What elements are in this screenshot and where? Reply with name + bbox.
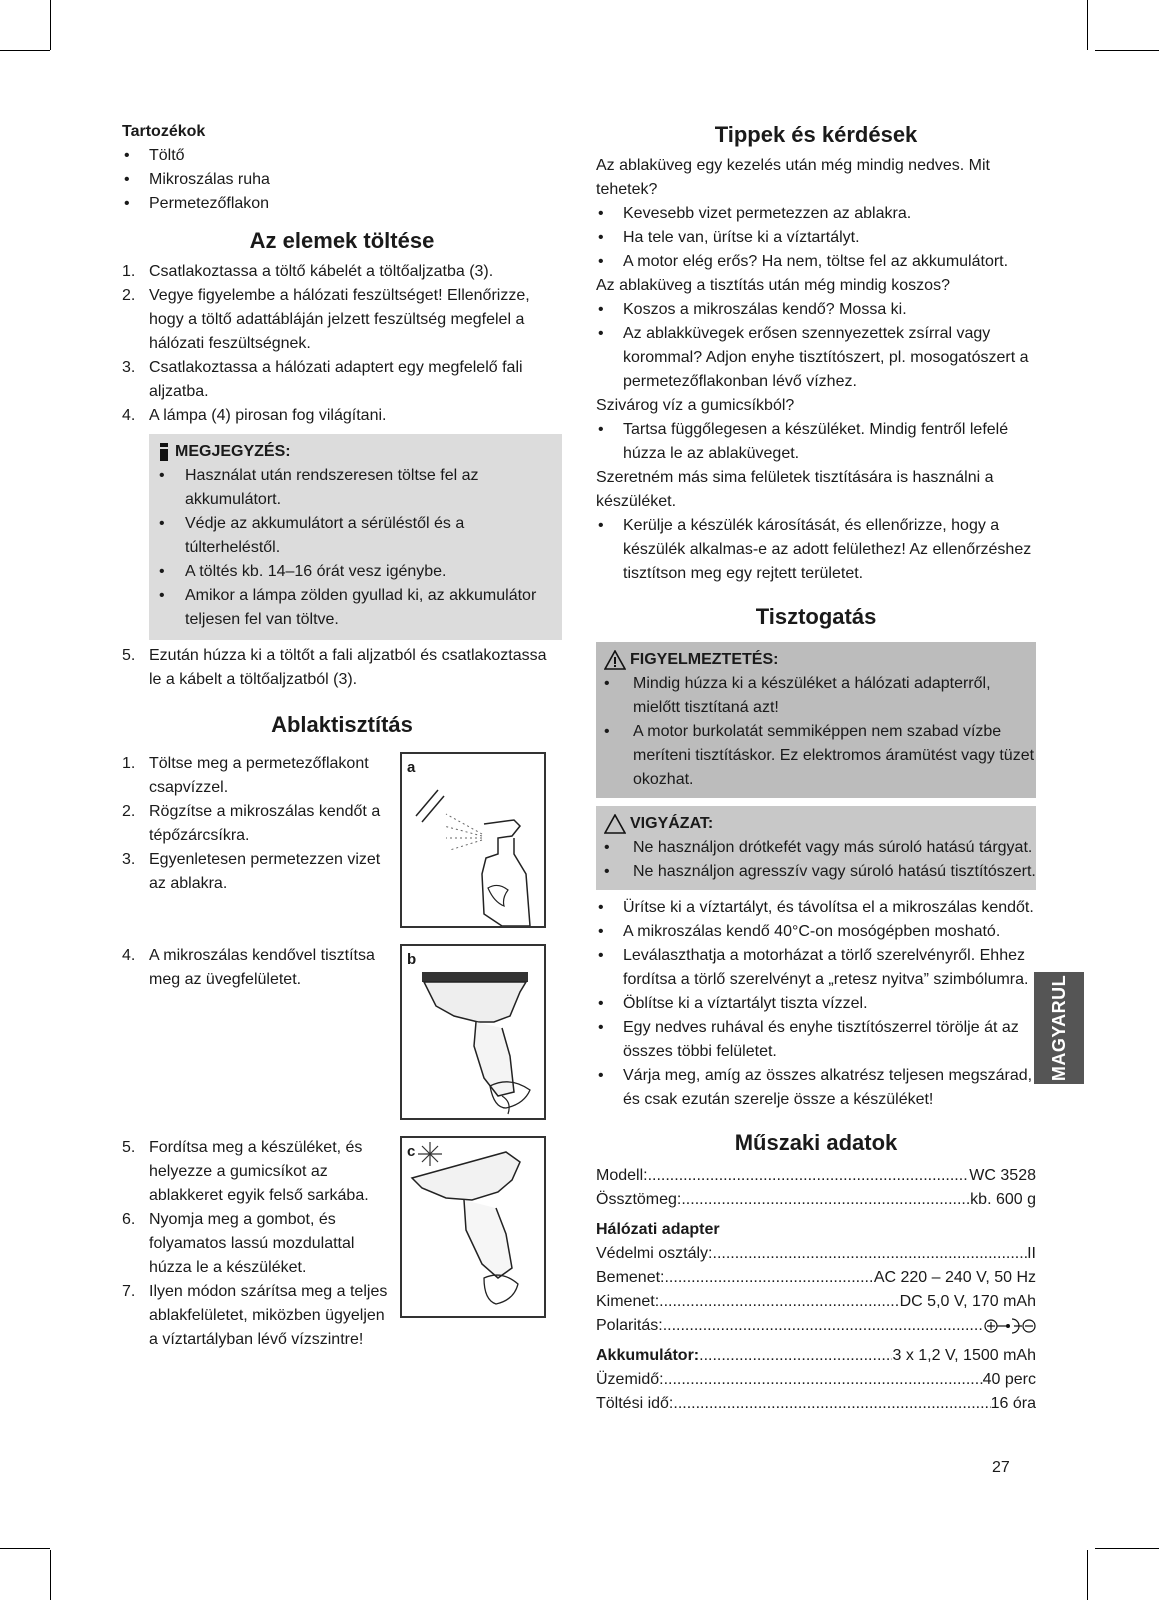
list-item	[122, 944, 390, 992]
crop-mark	[1095, 1548, 1159, 1549]
list-item: • Koszos a mikroszálas kendő? Mossa ki.	[596, 298, 1036, 322]
warning-box	[596, 642, 1036, 798]
list-item	[122, 752, 390, 800]
language-tab	[1034, 972, 1084, 1084]
tips-list	[596, 418, 1036, 466]
spec-label: Bemenet:	[596, 1269, 665, 1286]
warning-triangle-icon	[604, 650, 626, 670]
squeegee-corner-icon	[402, 1138, 544, 1316]
list-item: • Tartsa függőlegesen a készüléket. Mindig fentről lefelé húzza le az ablaküveget.	[596, 418, 1036, 466]
step-number: 4.	[122, 947, 136, 964]
crop-mark	[50, 1550, 51, 1600]
list-item: • Mikroszálas ruha	[122, 168, 562, 192]
spec-value: 16 óra	[990, 1395, 1036, 1412]
window-cleaning-heading: Ablaktisztítás	[271, 712, 413, 737]
step-text: Csatlakoztassa a hálózati adaptert egy megfelelő fali aljzatba.	[149, 359, 523, 400]
list-item: • Mindig húzza ki a készüléket a hálózati adapterről, mielőtt tisztítaná azt!	[596, 672, 1036, 720]
tips-heading: Tippek és kérdések	[714, 122, 918, 147]
caution-box	[596, 806, 1036, 890]
step-text: A lámpa (4) pirosan fog világítani.	[149, 407, 387, 424]
list-item: • Az ablakküvegek erősen szennyezettek zsírral vagy korommal? Adjon enyhe tisztítószert, pl. mosogatószert a permetezőflakonban lévő vízhez.	[596, 322, 1036, 394]
list-item	[122, 644, 562, 692]
step-number: 1.	[122, 263, 136, 280]
charging-heading: Az elemek töltése	[249, 228, 435, 253]
list-item: • Permetezőflakon	[122, 192, 562, 216]
figure-c	[400, 1136, 546, 1318]
left-column	[122, 120, 562, 1352]
spec-row-battery	[596, 1344, 1036, 1368]
step-number: 3.	[122, 359, 136, 376]
warning-title: FIGYELMEZTETÉS:	[630, 651, 779, 668]
crop-mark	[1095, 50, 1159, 51]
warning-header	[596, 648, 1036, 672]
crop-mark	[1087, 0, 1088, 50]
note-box	[149, 434, 562, 640]
list-item: • Ne használjon agresszív vagy súroló hatású tisztítószert.	[596, 860, 1036, 884]
steps-b	[122, 944, 390, 1136]
spec-value: DC 5,0 V, 170 mAh	[899, 1293, 1036, 1310]
spec-label: Modell:	[596, 1167, 648, 1184]
note-header	[157, 440, 554, 464]
step-text: Nyomja meg a gombot, és folyamatos lassú mozdulattal húzza le a készüléket.	[149, 1211, 355, 1276]
step-number: 4.	[122, 407, 136, 424]
spec-row-input	[596, 1266, 1036, 1290]
list-item	[122, 284, 562, 356]
list-item	[122, 1208, 390, 1280]
list-item: • A mikroszálas kendő 40°C-on mosógépben mosható.	[596, 920, 1036, 944]
step-number: 7.	[122, 1283, 136, 1300]
accessories-list	[122, 144, 562, 216]
list-item: • Használat után rendszeresen töltse fel az akkumulátort.	[157, 464, 554, 512]
spec-row-protection	[596, 1242, 1036, 1266]
list-item	[122, 1280, 390, 1352]
step-text: Fordítsa meg a készüléket, és helyezze a gumicsíkot az ablakkeret egyik felső sarkába.	[149, 1139, 369, 1204]
charging-steps	[122, 260, 562, 428]
list-item: • Ne használjon drótkefét vagy más súroló hatású tárgyat.	[596, 836, 1036, 860]
step-text: Csatlakoztassa a töltő kábelét a töltőaljzatba (3).	[149, 263, 494, 280]
tips-question: Az ablaküveg egy kezelés után még mindig nedves. Mit tehetek?	[596, 157, 990, 198]
window-cleaner-icon	[402, 946, 544, 1118]
tips-question: Szeretném más sima felületek tisztítására is használni a készüléket.	[596, 469, 994, 510]
note-title: MEGJEGYZÉS:	[175, 443, 291, 460]
spec-label: Össztömeg:	[596, 1191, 682, 1208]
list-item: • Ha tele van, ürítse ki a víztartályt.	[596, 226, 1036, 250]
crop-mark	[0, 1548, 50, 1549]
step-text: Vegye figyelembe a hálózati feszültséget! Ellenőrizze, hogy a töltő adattábláján jelzett feszültség megfelel a hálózati feszültségnek.	[149, 287, 530, 352]
crop-mark	[1087, 1550, 1088, 1600]
list-item: • Védje az akkumulátort a sérüléstől és a túlterheléstől.	[157, 512, 554, 560]
spec-value: 3 x 1,2 V, 1500 mAh	[892, 1347, 1036, 1364]
steps-group-c	[122, 1136, 562, 1352]
list-item	[122, 356, 562, 404]
list-item	[122, 1136, 390, 1208]
caution-list	[596, 836, 1036, 884]
list-item: • Töltő	[122, 144, 562, 168]
step-number: 6.	[122, 1211, 136, 1228]
list-item: • Kevesebb vizet permetezzen az ablakra.	[596, 202, 1036, 226]
spec-value: WC 3528	[969, 1167, 1036, 1184]
page-number: 27	[992, 1459, 1010, 1476]
steps-c	[122, 1136, 390, 1352]
tips-list	[596, 298, 1036, 394]
cleaning-heading: Tisztogatás	[755, 604, 877, 629]
info-icon	[157, 443, 171, 461]
list-item: • Várja meg, amíg az összes alkatrész teljesen megszárad, és csak ezután szerelje össze a készüléket!	[596, 1064, 1036, 1112]
spec-value: 40 perc	[982, 1371, 1036, 1388]
spec-row-output	[596, 1290, 1036, 1314]
figure-a	[400, 752, 546, 928]
right-column	[596, 120, 1036, 1416]
list-item: • A motor elég erős? Ha nem, töltse fel az akkumulátort.	[596, 250, 1036, 274]
spec-label: Polaritás:	[596, 1317, 663, 1334]
step-text: Egyenletesen permetezzen vizet az ablakra.	[149, 851, 381, 892]
cleaning-list	[596, 896, 1036, 1112]
charging-steps-cont	[122, 644, 562, 692]
step-number: 2.	[122, 803, 136, 820]
step-number: 2.	[122, 287, 136, 304]
step-text: Rögzítse a mikroszálas kendőt a tépőzárcsíkra.	[149, 803, 381, 844]
spec-row-model	[596, 1164, 1036, 1188]
caution-title: VIGYÁZAT:	[630, 815, 714, 832]
specs-heading: Műszaki adatok	[734, 1130, 898, 1155]
accessories-title: Tartozékok	[122, 123, 206, 140]
spec-row-charge-time	[596, 1392, 1036, 1416]
step-text: A mikroszálas kendővel tisztítsa meg az üvegfelületet.	[149, 947, 375, 988]
list-item: • Kerülje a készülék károsítását, és ellenőrizze, hogy a készülék alkalmas-e az adott felülethez! Az ellenőrzéshez tisztítson meg egy rejtett területet.	[596, 514, 1036, 586]
step-number: 5.	[122, 1139, 136, 1156]
step-text: Ilyen módon szárítsa meg a teljes ablakfelületet, miközben ügyeljen a víztartályban lévő vízszintre!	[149, 1283, 388, 1348]
list-item	[122, 800, 390, 848]
list-item	[122, 404, 562, 428]
step-text: Töltse meg a permetezőflakont csapvízzel.	[149, 755, 369, 796]
note-list	[157, 464, 554, 632]
steps-a	[122, 752, 390, 944]
spec-label: Üzemidő:	[596, 1371, 664, 1388]
list-item: • Egy nedves ruhával és enyhe tisztítószerrel törölje át az összes többi felületet.	[596, 1016, 1036, 1064]
adapter-title: Hálózati adapter	[596, 1221, 720, 1238]
tips-list	[596, 514, 1036, 586]
list-item: • Amikor a lámpa zölden gyullad ki, az akkumulátor teljesen fel van töltve.	[157, 584, 554, 632]
spec-row-weight	[596, 1188, 1036, 1212]
figure-label: b	[407, 951, 417, 968]
crop-mark	[50, 0, 51, 50]
spray-bottle-icon	[402, 754, 544, 926]
step-number: 5.	[122, 647, 136, 664]
step-number: 1.	[122, 755, 136, 772]
warning-list	[596, 672, 1036, 792]
caution-triangle-icon	[604, 814, 626, 834]
polarity-symbol-icon	[984, 1314, 1036, 1336]
list-item	[122, 848, 390, 896]
tips-question: Az ablaküveg a tisztítás után még mindig koszos?	[596, 277, 950, 294]
list-item	[122, 260, 562, 284]
list-item: • Leválaszthatja a motorházat a törlő szerelvényről. Ehhez fordítsa a törlő szerelvényt a „retesz nyitva” szimbólumra.	[596, 944, 1036, 992]
list-item: • Öblítse ki a víztartályt tiszta vízzel.	[596, 992, 1036, 1016]
language-label: MAGYARUL	[1049, 974, 1069, 1082]
steps-group-b	[122, 944, 562, 1136]
figure-b	[400, 944, 546, 1120]
list-item: • A töltés kb. 14–16 órát vesz igénybe.	[157, 560, 554, 584]
caution-header	[596, 812, 1036, 836]
spec-row-runtime	[596, 1368, 1036, 1392]
list-item: • Ürítse ki a víztartályt, és távolítsa el a mikroszálas kendőt.	[596, 896, 1036, 920]
tips-question: Szivárog víz a gumicsíkból?	[596, 397, 795, 414]
tips-list	[596, 202, 1036, 274]
spec-label: Akkumulátor:	[596, 1347, 700, 1364]
step-number: 3.	[122, 851, 136, 868]
figure-label: a	[407, 759, 416, 776]
step-text: Ezután húzza ki a töltőt a fali aljzatból és csatlakoztassa le a kábelt a töltőaljzatból (3).	[149, 647, 547, 688]
spec-label: Töltési idő:	[596, 1395, 674, 1412]
spec-label: Kimenet:	[596, 1293, 660, 1310]
crop-mark	[0, 50, 50, 51]
steps-group-a	[122, 752, 562, 944]
figure-label: c	[407, 1143, 416, 1160]
spec-value: kb. 600 g	[970, 1191, 1036, 1208]
spec-row-polarity	[596, 1314, 1036, 1338]
spec-label: Védelmi osztály:	[596, 1245, 713, 1262]
spec-value: II	[1027, 1245, 1036, 1262]
list-item: • A motor burkolatát semmiképpen nem szabad vízbe meríteni tisztításkor. Ez elektromos áramütést vagy tüzet okozhat.	[596, 720, 1036, 792]
spec-value: AC 220 – 240 V, 50 Hz	[873, 1269, 1036, 1286]
